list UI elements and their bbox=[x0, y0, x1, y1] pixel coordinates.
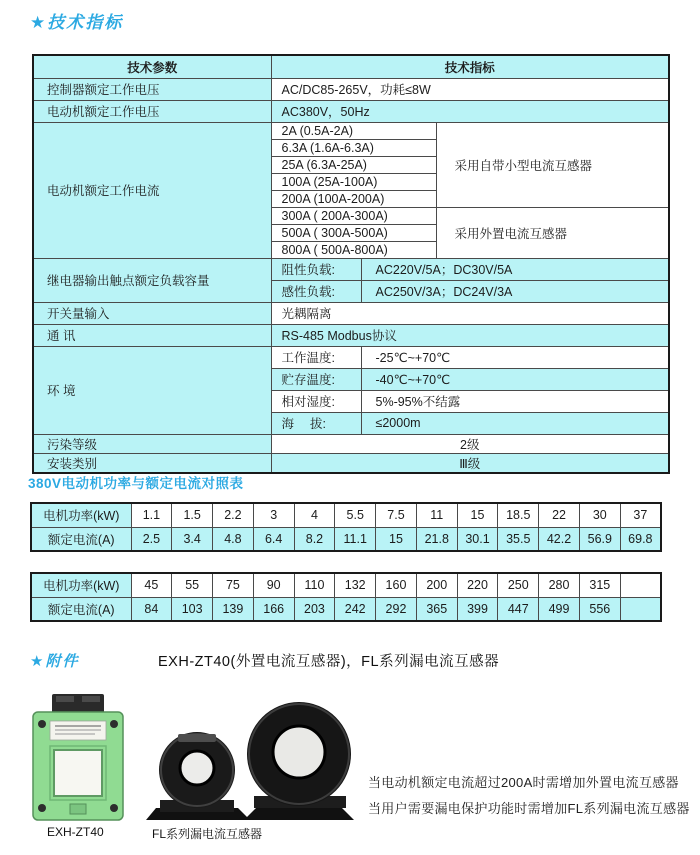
current-range: 6.3A (1.6A-6.3A) bbox=[271, 139, 436, 156]
table-cell: 55 bbox=[172, 573, 213, 597]
table-cell: 56.9 bbox=[579, 527, 620, 551]
table-cell: 3 bbox=[253, 503, 294, 527]
table-cell: 132 bbox=[335, 573, 376, 597]
installation-value: Ⅲ级 bbox=[271, 453, 669, 473]
fl-series-image bbox=[142, 696, 358, 824]
env-value: -40℃~+70℃ bbox=[361, 368, 669, 390]
table-cell: 4.8 bbox=[213, 527, 254, 551]
row-label-environment: 环 境 bbox=[33, 346, 271, 434]
col-header-param: 技术参数 bbox=[33, 55, 271, 78]
table-cell: 45 bbox=[131, 573, 172, 597]
col-header-indicator: 技术指标 bbox=[271, 55, 669, 78]
env-value: ≤2000m bbox=[361, 412, 669, 434]
table-cell: 21.8 bbox=[416, 527, 457, 551]
external-ct-note: 采用外置电流互感器 bbox=[436, 207, 669, 258]
spec-table bbox=[32, 54, 670, 474]
exh-zt40-image bbox=[30, 692, 126, 824]
current-range: 25A (6.3A-25A) bbox=[271, 156, 436, 173]
row-label-switch-input: 开关量输入 bbox=[33, 302, 271, 324]
env-label: 海 拔: bbox=[271, 412, 361, 434]
table-cell: 447 bbox=[498, 597, 539, 621]
row-header-current: 额定电流(A) bbox=[31, 527, 131, 551]
row-label-relay-output: 继电器输出触点额定负载容量 bbox=[33, 258, 271, 302]
table-cell: 11 bbox=[416, 503, 457, 527]
table-cell: 1.1 bbox=[131, 503, 172, 527]
row-label-controller-voltage: 控制器额定工作电压 bbox=[33, 78, 271, 100]
row-label-motor-current: 电动机额定工作电流 bbox=[33, 122, 271, 258]
table-cell: 166 bbox=[253, 597, 294, 621]
table-cell: 110 bbox=[294, 573, 335, 597]
current-range: 500A ( 300A-500A) bbox=[271, 224, 436, 241]
current-range: 200A (100A-200A) bbox=[271, 190, 436, 207]
current-range: 100A (25A-100A) bbox=[271, 173, 436, 190]
row-header-power: 电机功率(kW) bbox=[31, 573, 131, 597]
communication-value: RS-485 Modbus协议 bbox=[271, 324, 669, 346]
accessory-note-1: 当电动机额定电流超过200A时需增加外置电流互感器 bbox=[368, 775, 679, 790]
row-label-pollution: 污染等级 bbox=[33, 434, 271, 453]
table-cell bbox=[620, 573, 661, 597]
table-cell: 499 bbox=[539, 597, 580, 621]
power-current-table-1 bbox=[30, 502, 662, 552]
table-cell bbox=[620, 597, 661, 621]
built-in-ct-note: 采用自带小型电流互感器 bbox=[436, 122, 669, 207]
fl-series-label: FL系列漏电流互感器 bbox=[152, 827, 263, 841]
row-label-motor-voltage: 电动机额定工作电压 bbox=[33, 100, 271, 122]
table-cell: 242 bbox=[335, 597, 376, 621]
table-cell: 15 bbox=[376, 527, 417, 551]
table-cell: 30.1 bbox=[457, 527, 498, 551]
table-cell: 90 bbox=[253, 573, 294, 597]
table-cell: 8.2 bbox=[294, 527, 335, 551]
controller-voltage-value: AC/DC85-265V，功耗≤8W bbox=[271, 78, 669, 100]
table-cell: 220 bbox=[457, 573, 498, 597]
current-range: 300A ( 200A-300A) bbox=[271, 207, 436, 224]
table-cell: 2.5 bbox=[131, 527, 172, 551]
inductive-load-label: 感性负载: bbox=[271, 280, 361, 302]
motor-voltage-value: AC380V，50Hz bbox=[271, 100, 669, 122]
table-cell: 103 bbox=[172, 597, 213, 621]
page-title: ★技术指标 bbox=[30, 13, 124, 32]
env-label: 工作温度: bbox=[271, 346, 361, 368]
row-label-installation: 安装类别 bbox=[33, 453, 271, 473]
table-cell: 37 bbox=[620, 503, 661, 527]
table-cell: 18.5 bbox=[498, 503, 539, 527]
env-label: 贮存温度: bbox=[271, 368, 361, 390]
table-cell: 315 bbox=[579, 573, 620, 597]
table-cell: 75 bbox=[213, 573, 254, 597]
table-cell: 292 bbox=[376, 597, 417, 621]
table-cell: 11.1 bbox=[335, 527, 376, 551]
env-value: -25℃~+70℃ bbox=[361, 346, 669, 368]
table-cell: 35.5 bbox=[498, 527, 539, 551]
table-cell: 1.5 bbox=[172, 503, 213, 527]
table-cell: 200 bbox=[416, 573, 457, 597]
accessories-subtitle: EXH-ZT40(外置电流互感器)，FL系列漏电流互感器 bbox=[158, 654, 500, 670]
row-label-communication: 通 讯 bbox=[33, 324, 271, 346]
current-range: 2A (0.5A-2A) bbox=[271, 122, 436, 139]
row-header-current: 额定电流(A) bbox=[31, 597, 131, 621]
table-cell: 42.2 bbox=[539, 527, 580, 551]
table-cell: 365 bbox=[416, 597, 457, 621]
inductive-load-value: AC250V/3A；DC24V/3A bbox=[361, 280, 669, 302]
env-value: 5%-95%不结露 bbox=[361, 390, 669, 412]
table-cell: 139 bbox=[213, 597, 254, 621]
current-range: 800A ( 500A-800A) bbox=[271, 241, 436, 258]
table-cell: 203 bbox=[294, 597, 335, 621]
exh-zt40-label: EXH-ZT40 bbox=[47, 825, 104, 839]
env-label: 相对湿度: bbox=[271, 390, 361, 412]
table-cell: 6.4 bbox=[253, 527, 294, 551]
accessories-title: ★附件 bbox=[30, 653, 80, 670]
table-cell: 30 bbox=[579, 503, 620, 527]
resistive-load-label: 阻性负载: bbox=[271, 258, 361, 280]
table-cell: 7.5 bbox=[376, 503, 417, 527]
accessory-note-2: 当用户需要漏电保护功能时需增加FL系列漏电流互感器 bbox=[368, 801, 690, 816]
pollution-value: 2级 bbox=[271, 434, 669, 453]
table-cell: 556 bbox=[579, 597, 620, 621]
table-cell: 4 bbox=[294, 503, 335, 527]
table-cell: 22 bbox=[539, 503, 580, 527]
power-current-table-2 bbox=[30, 572, 662, 622]
table-cell: 5.5 bbox=[335, 503, 376, 527]
table-cell: 15 bbox=[457, 503, 498, 527]
table-cell: 3.4 bbox=[172, 527, 213, 551]
table-cell: 84 bbox=[131, 597, 172, 621]
comparison-table-title: 380V电动机功率与额定电流对照表 bbox=[28, 476, 244, 491]
resistive-load-value: AC220V/5A；DC30V/5A bbox=[361, 258, 669, 280]
switch-input-value: 光耦隔离 bbox=[271, 302, 669, 324]
table-cell: 160 bbox=[376, 573, 417, 597]
table-cell: 280 bbox=[539, 573, 580, 597]
table-cell: 69.8 bbox=[620, 527, 661, 551]
table-cell: 399 bbox=[457, 597, 498, 621]
table-cell: 2.2 bbox=[213, 503, 254, 527]
row-header-power: 电机功率(kW) bbox=[31, 503, 131, 527]
table-cell: 250 bbox=[498, 573, 539, 597]
